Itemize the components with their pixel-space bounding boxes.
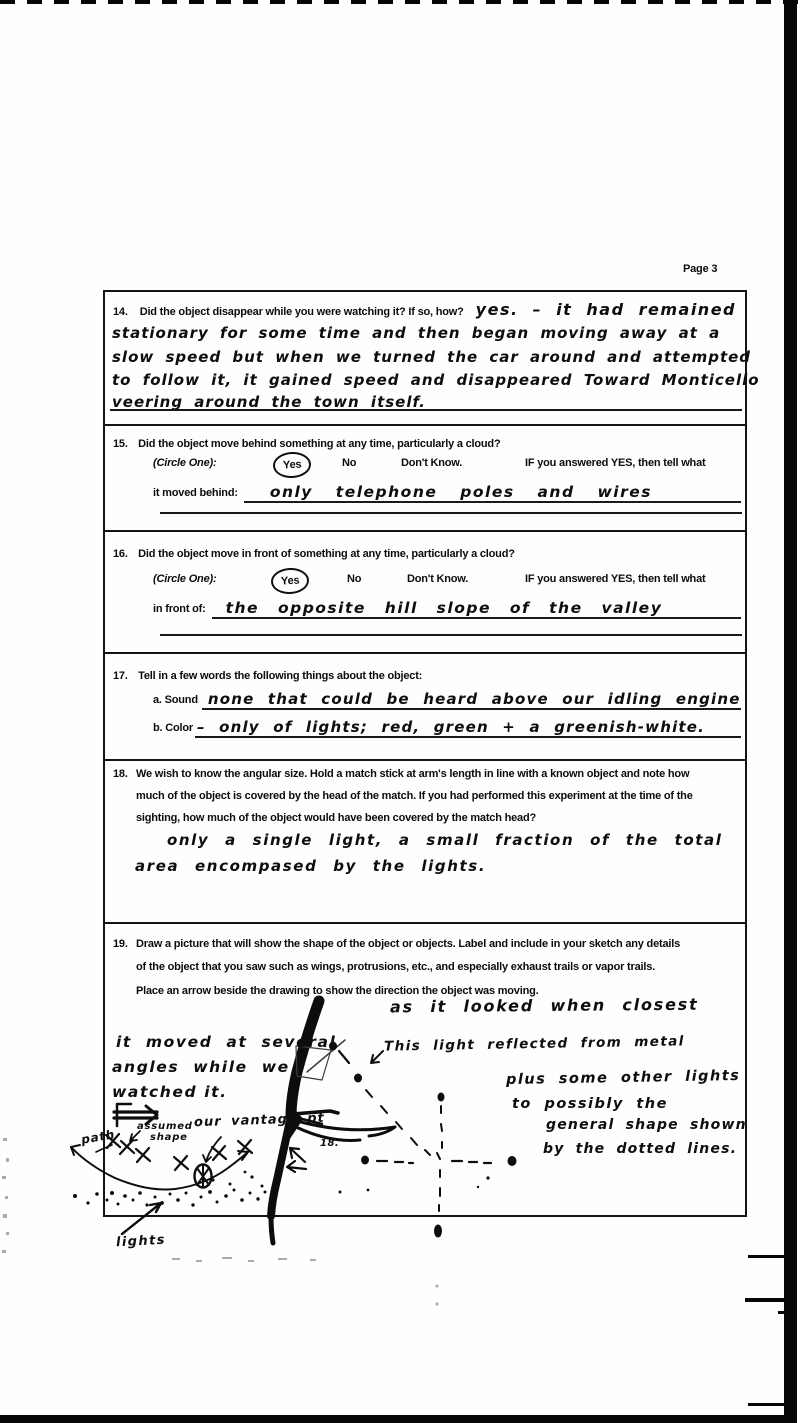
sketch-label-plus-3: general shape shown <box>546 1117 747 1133</box>
q16-prompt: in front of: <box>153 602 206 615</box>
q15-option-yes-circled: Yes <box>272 451 312 479</box>
scan-tick <box>748 1403 786 1406</box>
q14-question: Did the object disappear while you were watching it? If so, how? <box>139 306 464 318</box>
q14-number: 14. <box>113 306 128 318</box>
q18-question-line: sighting, how much of the object would have been covered by the match head? <box>136 812 536 824</box>
sketch-label-plus-4: by the dotted lines. <box>543 1141 738 1157</box>
question-16 <box>105 530 745 654</box>
q14-answer-line: to follow it, it gained speed and disappeared Toward Monticello <box>112 371 760 389</box>
scan-edge-dashes <box>0 0 800 4</box>
sketch-label-reflected: This light reflected from metal <box>383 1033 685 1055</box>
q18-answer-line: area encompased by the lights. <box>135 857 487 875</box>
q16-answer: the opposite hill slope of the valley <box>212 599 741 619</box>
q16-option-no: No <box>347 573 362 585</box>
q18-answer-line: only a single light, a small fraction of the total <box>167 831 723 849</box>
q19-question-line: of the object that you saw such as wings, protrusions, etc., and especially exhaust trails or vapor trails. <box>136 961 655 973</box>
q19-question-line: Draw a picture that will show the shape of the object or objects. Label and include in your sketch any details <box>136 938 681 950</box>
q16-question: Did the object move in front of something at any time, particularly a cloud? <box>138 548 515 560</box>
sketch-label-lights: lights <box>115 1232 167 1251</box>
scan-edge-bar-bottom <box>0 1415 797 1423</box>
sketch-label-plus-1: plus some other lights <box>505 1067 741 1089</box>
sketch-label-closest: as it looked when closest <box>389 994 699 1017</box>
sketch-label-shape: shape <box>150 1132 188 1143</box>
blank-answer-line <box>160 512 742 514</box>
q16-option-yes-circled: Yes <box>270 567 310 595</box>
blank-answer-line <box>160 634 742 636</box>
question-17 <box>105 652 745 761</box>
lights-arrow <box>122 1203 161 1234</box>
q17a-answer: none that could be heard above our idling engine <box>202 690 741 710</box>
q18-number: 18. <box>113 768 128 780</box>
sketch-label-plus-2: to possibly the <box>512 1096 668 1112</box>
q17b-answer: – only of lights; red, green + a greenish-white. <box>195 718 741 738</box>
page-number: Page 3 <box>683 263 718 275</box>
q16-if-yes-label: IF you answered YES, then tell what <box>525 573 706 585</box>
q19-number: 19. <box>113 938 128 950</box>
q18-question-line: much of the object is covered by the head of the match. If you had performed this experiment at the time of the <box>136 790 693 802</box>
question-18 <box>105 759 745 924</box>
scan-tick <box>778 1311 792 1314</box>
question-15 <box>105 424 745 532</box>
q17b-label: b. Color <box>153 721 193 734</box>
q18-question-line: We wish to know the angular size. Hold a match stick at arm's length in line with a known object and note how <box>136 768 690 780</box>
q14-answer-line: slow speed but when we turned the car around and attempted <box>112 348 752 366</box>
sketch-label-path: path <box>80 1127 117 1147</box>
q14-answer-line: stationary for some time and then began moving away at a <box>112 324 721 342</box>
sketch-label-moved-3: watched it. <box>112 1083 228 1101</box>
q15-if-yes-label: IF you answered YES, then tell what <box>525 457 706 469</box>
q14-answer-line: veering around the town itself. <box>112 393 426 411</box>
q17a-label: a. Sound <box>153 693 198 706</box>
q16-number: 16. <box>113 548 128 560</box>
circle-one-label: (Circle One): <box>153 457 217 469</box>
scan-noise <box>2 1138 439 1306</box>
q19-question-line: Place an arrow beside the drawing to show the direction the object was moving. <box>136 985 539 997</box>
sketch-label-vantage: our vantage pt <box>193 1110 326 1131</box>
sketch-label-assumed: assumed <box>137 1121 193 1132</box>
circle-one-label: (Circle One): <box>153 573 217 585</box>
q17-question: Tell in a few words the following things about the object: <box>138 670 423 682</box>
q14-answer-inline: yes. – it had remained <box>475 300 736 319</box>
q15-question: Did the object move behind something at any time, particularly a cloud? <box>138 438 501 450</box>
q15-prompt: it moved behind: <box>153 486 238 499</box>
question-14 <box>105 292 760 424</box>
q17-number: 17. <box>113 670 128 682</box>
sketch-label-18: 18. <box>320 1138 340 1149</box>
q15-answer: only telephone poles and wires <box>244 483 741 503</box>
q15-option-dont-know: Don't Know. <box>401 457 463 469</box>
vantage-point-mark <box>195 1165 212 1188</box>
q15-number: 15. <box>113 438 128 450</box>
q16-option-dont-know: Don't Know. <box>407 573 469 585</box>
q15-option-no: No <box>342 457 357 469</box>
sketch-label-moved-2: angles while we <box>112 1058 290 1076</box>
handwritten-underline <box>110 409 742 411</box>
sketch-label-moved-1: it moved at several <box>116 1033 337 1051</box>
